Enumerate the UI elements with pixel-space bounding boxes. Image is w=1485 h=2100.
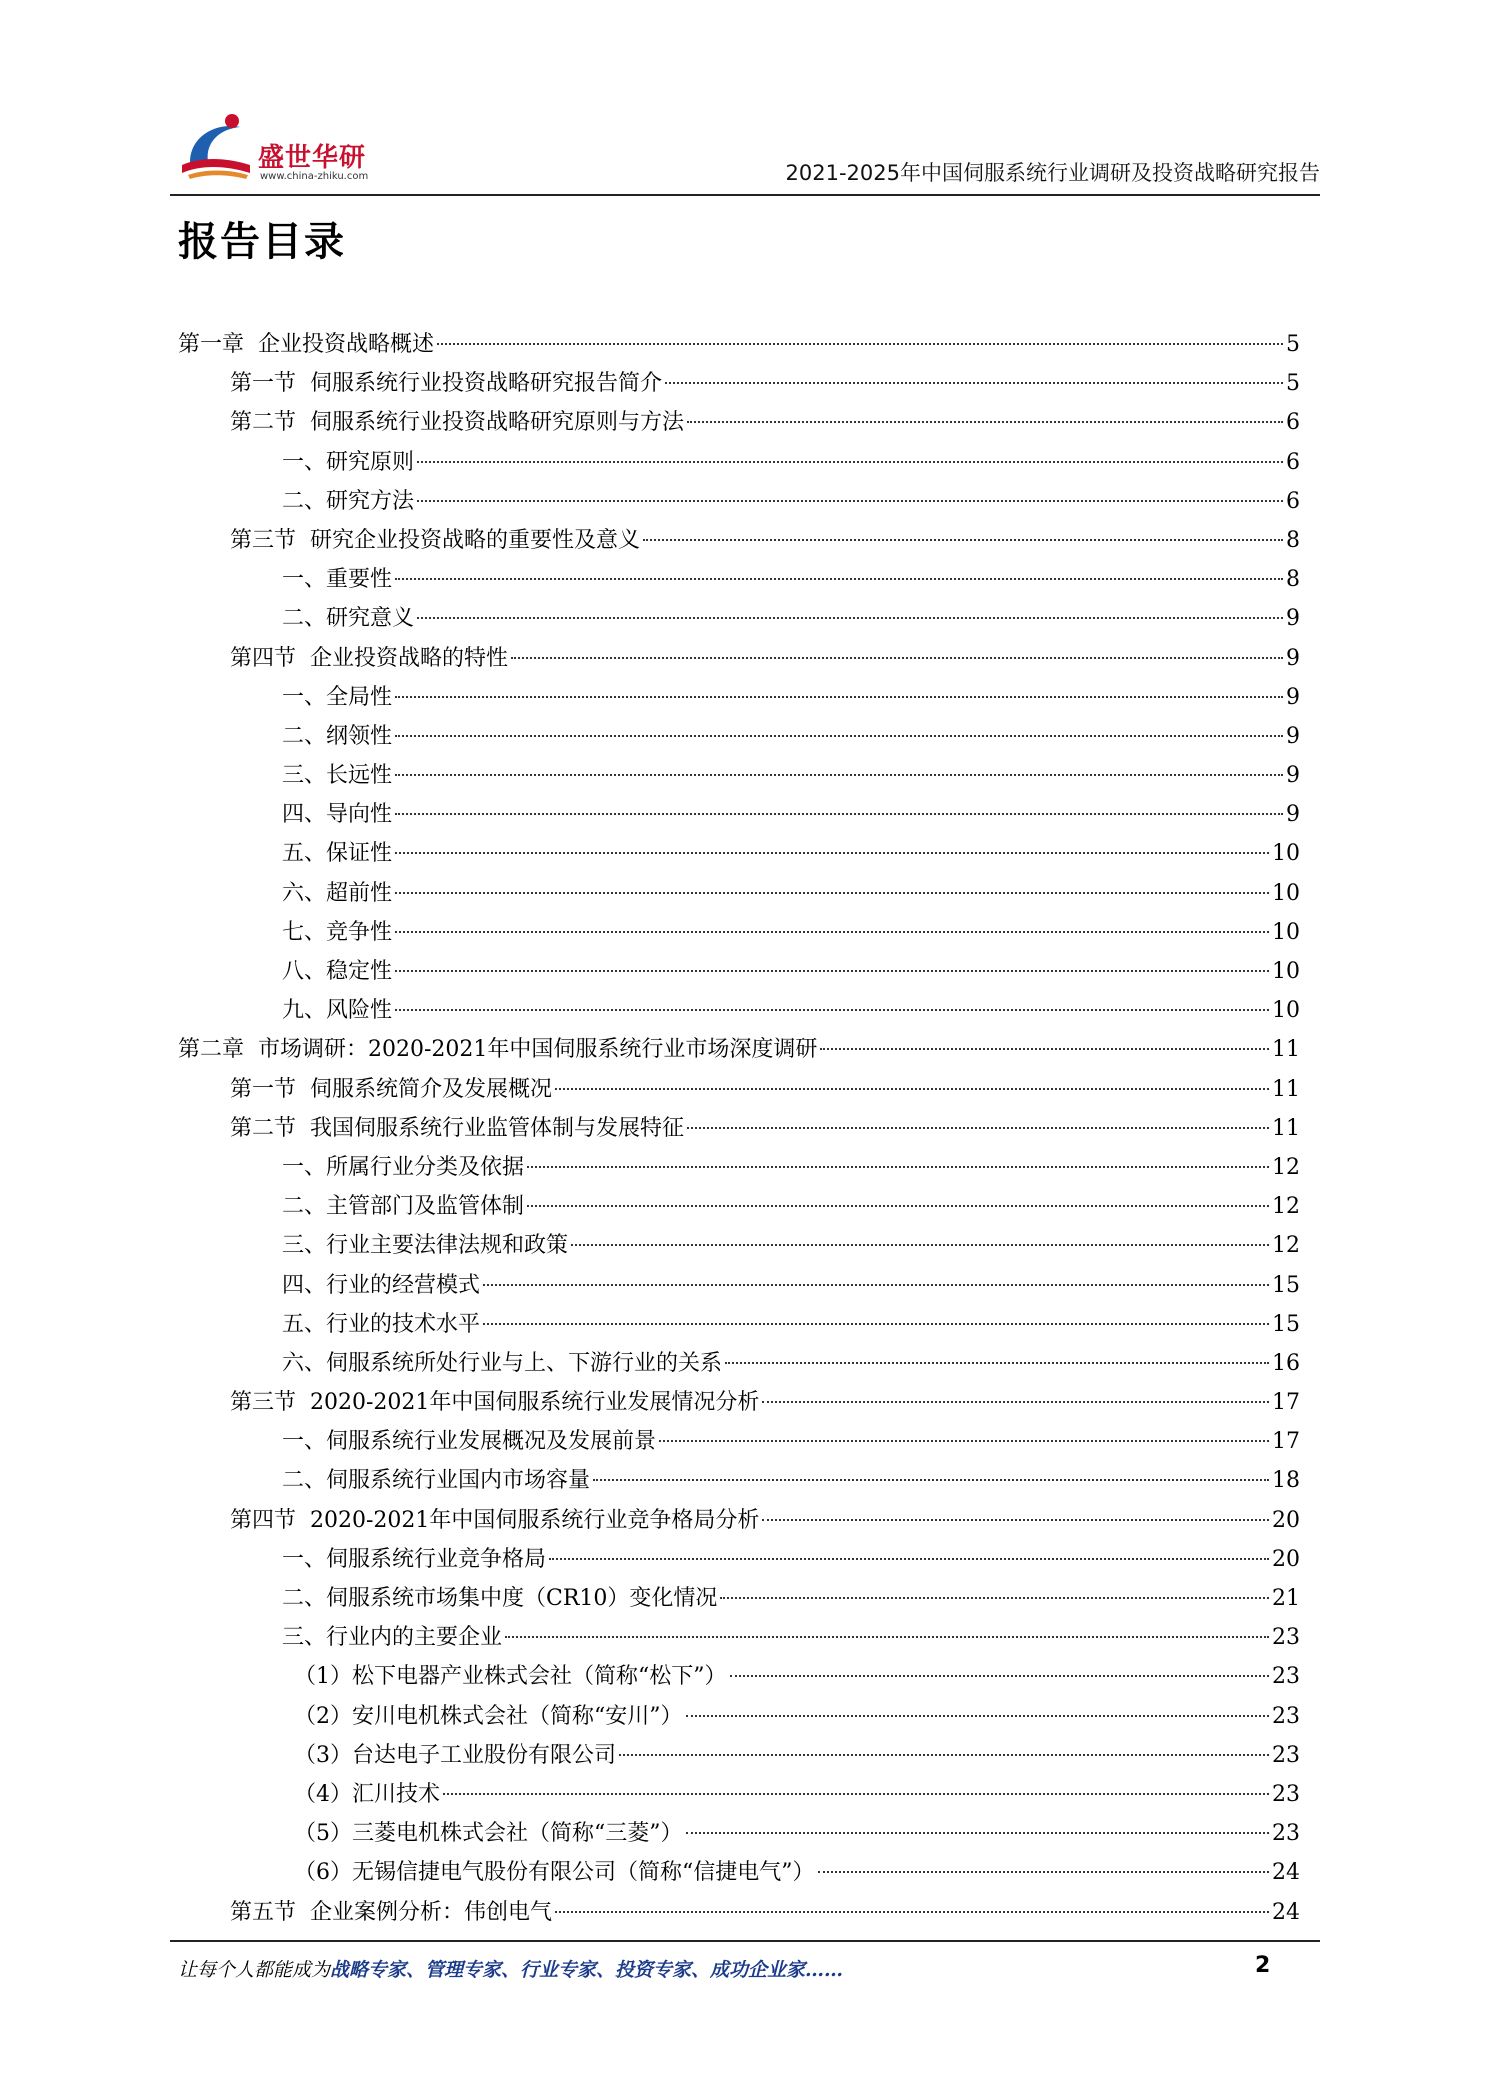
- toc-entry-page: 10: [1272, 919, 1300, 945]
- toc-entry-label: 第一节 伺服系统行业投资战略研究报告简介: [230, 371, 662, 397]
- page-header: [170, 95, 1320, 195]
- toc-entry[interactable]: [178, 521, 1300, 560]
- toc-entry-page: 17: [1272, 1429, 1300, 1455]
- toc-entry[interactable]: [178, 834, 1300, 873]
- toc-entry-page: 6: [1286, 449, 1300, 475]
- toc-entry[interactable]: [178, 1422, 1300, 1461]
- page-number: 2: [1255, 1953, 1271, 1978]
- toc-entry-page: 12: [1272, 1233, 1300, 1259]
- toc-dot-leader: [687, 421, 1283, 423]
- toc-entry-page: 6: [1286, 488, 1300, 514]
- toc-entry[interactable]: [178, 1893, 1300, 1932]
- toc-entry-label: 六、超前性: [282, 880, 393, 906]
- toc-dot-leader: [571, 1244, 1269, 1246]
- toc-entry-label: 三、行业主要法律法规和政策: [282, 1233, 569, 1259]
- toc-entry-label: （4）汇川技术: [294, 1781, 440, 1807]
- toc-entry[interactable]: [178, 482, 1300, 521]
- toc-dot-leader: [395, 892, 1269, 894]
- toc-entry-page: 9: [1286, 723, 1300, 749]
- toc-entry-label: （5）三菱电机株式会社（简称“三菱”）: [294, 1821, 683, 1847]
- toc-dot-leader: [511, 657, 1283, 659]
- toc-entry-label: 第一章 企业投资战略概述: [178, 332, 434, 357]
- toc-entry-label: 二、伺服系统行业国内市场容量: [282, 1468, 591, 1494]
- toc-entry[interactable]: [178, 1697, 1300, 1736]
- toc-entry-label: 二、伺服系统市场集中度（CR10）变化情况: [282, 1586, 718, 1611]
- toc-entry-page: 20: [1272, 1507, 1300, 1533]
- toc-entry[interactable]: [178, 1657, 1300, 1696]
- toc-entry-label: 第二章 市场调研：2020-2021年中国伺服系统行业市场深度调研: [178, 1037, 818, 1063]
- toc-dot-leader: [549, 1558, 1269, 1560]
- toc-entry-label: 第三节 2020-2021年中国伺服系统行业发展情况分析: [230, 1390, 760, 1416]
- toc-dot-leader: [762, 1519, 1269, 1521]
- table-of-contents: [178, 325, 1300, 1932]
- footer-slogan-prefix: 让每个人都能成为: [178, 1959, 331, 1981]
- toc-entry-page: 17: [1272, 1390, 1300, 1416]
- toc-dot-leader: [686, 1832, 1270, 1834]
- toc-entry-label: （6）无锡信捷电气股份有限公司（简称“信捷电气”）: [294, 1860, 815, 1886]
- toc-dot-leader: [619, 1754, 1269, 1756]
- toc-entry-page: 15: [1272, 1311, 1300, 1337]
- toc-entry-label: （2）安川电机株式会社（简称“安川”）: [294, 1703, 683, 1729]
- toc-entry[interactable]: [178, 1814, 1300, 1853]
- toc-entry-label: （1）松下电器产业株式会社（简称“松下”）: [294, 1664, 727, 1690]
- toc-dot-leader: [659, 1440, 1269, 1442]
- toc-entry-page: 6: [1286, 410, 1300, 436]
- footer-slogan-emphasis: 战略专家、管理专家、行业专家、投资专家、成功企业家……: [330, 1959, 844, 1981]
- toc-entry-label: 二、主管部门及监管体制: [282, 1194, 525, 1220]
- toc-dot-leader: [505, 1636, 1269, 1638]
- toc-entry-label: 六、伺服系统所处行业与上、下游行业的关系: [282, 1350, 723, 1376]
- toc-entry[interactable]: [178, 1461, 1300, 1500]
- toc-entry-page: 23: [1272, 1625, 1300, 1651]
- toc-entry-page: 10: [1272, 959, 1300, 984]
- toc-dot-leader: [417, 500, 1283, 502]
- toc-entry-page: 23: [1272, 1703, 1300, 1729]
- toc-entry[interactable]: [178, 639, 1300, 678]
- toc-entry[interactable]: [178, 952, 1300, 991]
- toc-entry[interactable]: [178, 1070, 1300, 1109]
- toc-dot-leader: [665, 382, 1283, 384]
- toc-dot-leader: [730, 1675, 1270, 1677]
- toc-entry-page: 24: [1272, 1899, 1300, 1925]
- toc-entry-page: 5: [1286, 332, 1300, 357]
- toc-entry-page: 15: [1272, 1272, 1300, 1298]
- toc-entry-page: 9: [1286, 763, 1300, 789]
- toc-entry-label: （3）台达电子工业股份有限公司: [294, 1742, 616, 1768]
- toc-entry[interactable]: [178, 795, 1300, 834]
- toc-entry-page: 11: [1272, 1076, 1300, 1102]
- toc-dot-leader: [395, 852, 1269, 854]
- toc-entry-page: 9: [1286, 802, 1300, 828]
- toc-entry[interactable]: [178, 874, 1300, 913]
- toc-entry[interactable]: [178, 1618, 1300, 1657]
- footer-slogan: [178, 1955, 843, 1982]
- toc-dot-leader: [820, 1048, 1269, 1050]
- toc-entry[interactable]: [178, 991, 1300, 1030]
- toc-entry-label: 第四节 2020-2021年中国伺服系统行业竞争格局分析: [230, 1507, 760, 1533]
- toc-entry[interactable]: [178, 1853, 1300, 1892]
- toc-entry-page: 16: [1272, 1350, 1300, 1376]
- toc-entry-page: 23: [1272, 1781, 1300, 1807]
- toc-dot-leader: [527, 1205, 1269, 1207]
- toc-entry-page: 10: [1272, 998, 1300, 1024]
- toc-entry-label: 五、行业的技术水平: [282, 1311, 481, 1337]
- toc-entry-label: 一、伺服系统行业竞争格局: [282, 1546, 547, 1572]
- toc-entry[interactable]: [178, 1187, 1300, 1226]
- toc-dot-leader: [725, 1362, 1269, 1364]
- toc-dot-leader: [395, 696, 1283, 698]
- toc-entry-label: 第二节 我国伺服系统行业监管体制与发展特征: [230, 1115, 684, 1141]
- toc-entry-label: 二、研究意义: [282, 606, 415, 632]
- toc-entry[interactable]: [178, 1148, 1300, 1187]
- toc-entry-page: 8: [1286, 527, 1300, 553]
- toc-dot-leader: [395, 813, 1283, 815]
- report-title: 2021-2025年中国伺服系统行业调研及投资战略研究报告: [785, 161, 1320, 185]
- toc-dot-leader: [395, 931, 1269, 933]
- header-divider: [170, 194, 1320, 196]
- toc-entry[interactable]: [178, 325, 1300, 364]
- toc-entry-label: 三、长远性: [282, 763, 393, 789]
- toc-dot-leader: [555, 1088, 1269, 1090]
- toc-dot-leader: [395, 774, 1283, 776]
- toc-dot-leader: [395, 1009, 1269, 1011]
- page-title: 报告目录: [178, 219, 346, 265]
- toc-dot-leader: [483, 1323, 1269, 1325]
- toc-dot-leader: [687, 1127, 1269, 1129]
- toc-entry-page: 20: [1272, 1546, 1300, 1572]
- toc-dot-leader: [555, 1911, 1269, 1913]
- toc-entry[interactable]: [178, 443, 1300, 482]
- toc-dot-leader: [395, 735, 1283, 737]
- toc-entry-page: 9: [1286, 606, 1300, 632]
- toc-entry-label: 九、风险性: [282, 998, 393, 1024]
- toc-entry-label: 五、保证性: [282, 841, 393, 867]
- toc-dot-leader: [443, 1793, 1269, 1795]
- footer-divider: [170, 1940, 1320, 1942]
- toc-entry-label: 一、全局性: [282, 684, 393, 710]
- toc-entry[interactable]: [178, 1383, 1300, 1422]
- toc-entry-label: 第五节 企业案例分析：伟创电气: [230, 1899, 552, 1925]
- toc-entry-label: 第三节 研究企业投资战略的重要性及意义: [230, 527, 640, 553]
- toc-entry-page: 10: [1272, 880, 1300, 906]
- toc-dot-leader: [762, 1401, 1269, 1403]
- toc-entry-label: 七、竞争性: [282, 919, 393, 945]
- company-logo: [170, 107, 390, 187]
- toc-dot-leader: [437, 343, 1283, 345]
- toc-dot-leader: [720, 1597, 1269, 1599]
- toc-entry[interactable]: [178, 1501, 1300, 1540]
- toc-dot-leader: [686, 1715, 1270, 1717]
- toc-entry[interactable]: [178, 364, 1300, 403]
- toc-dot-leader: [395, 578, 1283, 580]
- toc-entry-page: 21: [1272, 1586, 1300, 1611]
- toc-entry-page: 11: [1272, 1037, 1300, 1063]
- toc-entry-page: 23: [1272, 1664, 1300, 1690]
- toc-entry[interactable]: [178, 756, 1300, 795]
- toc-entry-page: 5: [1286, 371, 1300, 397]
- toc-entry[interactable]: [178, 1226, 1300, 1265]
- toc-entry-label: 第二节 伺服系统行业投资战略研究原则与方法: [230, 410, 684, 436]
- toc-dot-leader: [818, 1871, 1270, 1873]
- toc-dot-leader: [483, 1284, 1269, 1286]
- toc-entry[interactable]: [178, 1109, 1300, 1148]
- toc-entry[interactable]: [178, 1540, 1300, 1579]
- toc-entry-page: 10: [1272, 841, 1300, 867]
- toc-entry-label: 二、研究方法: [282, 488, 415, 514]
- toc-entry[interactable]: [178, 1579, 1300, 1618]
- toc-entry-page: 11: [1272, 1115, 1300, 1141]
- toc-dot-leader: [417, 617, 1283, 619]
- toc-entry-label: 第一节 伺服系统简介及发展概况: [230, 1076, 552, 1102]
- toc-entry-page: 9: [1286, 645, 1300, 671]
- logo-url: www.china-zhiku.com: [260, 171, 369, 182]
- toc-entry-label: 第四节 企业投资战略的特性: [230, 645, 508, 671]
- toc-entry[interactable]: [178, 1344, 1300, 1383]
- toc-entry-label: 一、所属行业分类及依据: [282, 1154, 525, 1180]
- toc-entry[interactable]: [178, 403, 1300, 442]
- toc-entry-label: 八、稳定性: [282, 959, 393, 984]
- toc-entry-page: 24: [1272, 1860, 1300, 1886]
- toc-entry-label: 一、伺服系统行业发展概况及发展前景: [282, 1429, 657, 1455]
- toc-entry-label: 二、纲领性: [282, 723, 393, 749]
- toc-entry[interactable]: [178, 717, 1300, 756]
- toc-dot-leader: [593, 1479, 1269, 1481]
- toc-entry-page: 18: [1272, 1468, 1300, 1494]
- toc-dot-leader: [643, 539, 1283, 541]
- toc-entry-label: 四、行业的经营模式: [282, 1272, 481, 1298]
- toc-entry[interactable]: [178, 1266, 1300, 1305]
- toc-entry-page: 9: [1286, 684, 1300, 710]
- toc-dot-leader: [527, 1166, 1269, 1168]
- toc-entry-page: 8: [1286, 567, 1300, 593]
- toc-entry[interactable]: [178, 678, 1300, 717]
- logo-mark: [170, 107, 260, 187]
- toc-entry-page: 12: [1272, 1154, 1300, 1180]
- logo-name: 盛世华研: [258, 143, 367, 173]
- toc-entry[interactable]: [178, 599, 1300, 638]
- toc-entry-label: 三、行业内的主要企业: [282, 1625, 503, 1651]
- toc-entry[interactable]: [178, 1305, 1300, 1344]
- toc-dot-leader: [417, 461, 1283, 463]
- toc-entry[interactable]: [178, 1736, 1300, 1775]
- toc-entry-page: 23: [1272, 1821, 1300, 1847]
- toc-entry-page: 23: [1272, 1742, 1300, 1768]
- toc-entry-label: 四、导向性: [282, 802, 393, 828]
- toc-entry-page: 12: [1272, 1194, 1300, 1220]
- toc-entry-label: 一、研究原则: [282, 449, 415, 475]
- toc-entry[interactable]: [178, 1775, 1300, 1814]
- toc-entry[interactable]: [178, 913, 1300, 952]
- toc-entry-label: 一、重要性: [282, 567, 393, 593]
- toc-entry[interactable]: [178, 1030, 1300, 1069]
- toc-dot-leader: [395, 970, 1269, 972]
- toc-entry[interactable]: [178, 560, 1300, 599]
